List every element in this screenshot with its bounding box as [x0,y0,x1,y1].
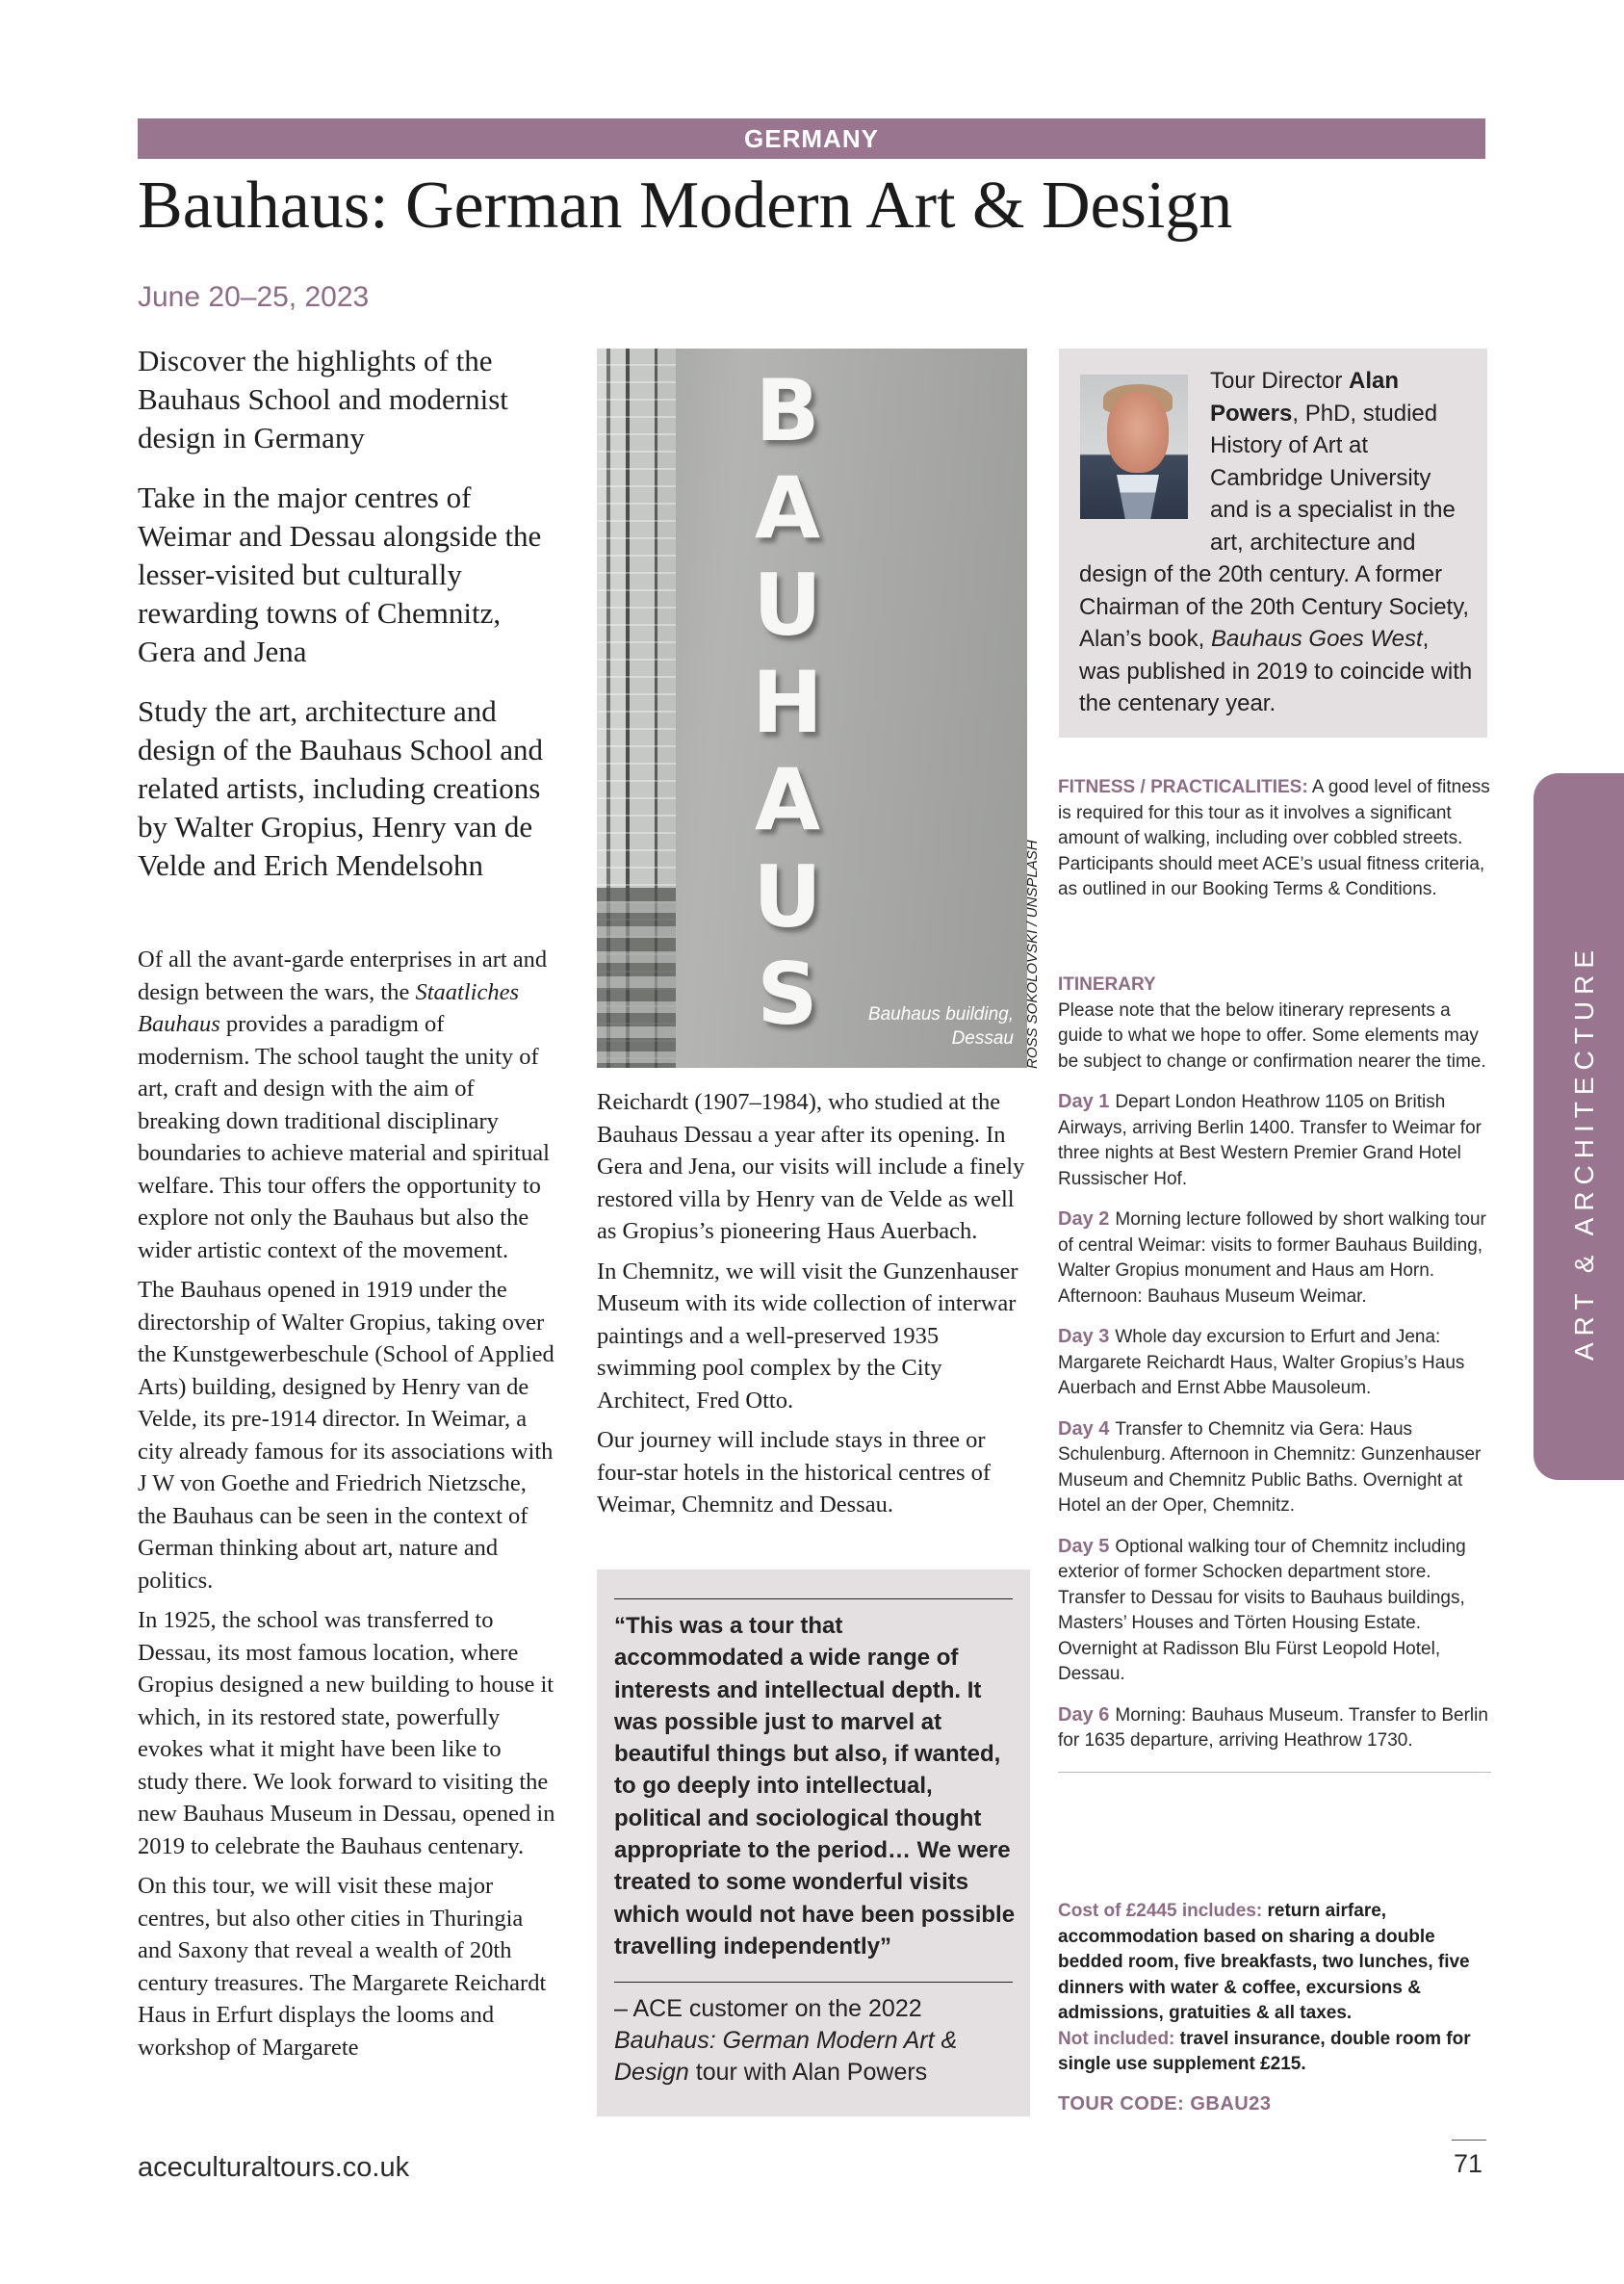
fitness-text: A good level of fitness is required for this tour as it involves a significant amount of walking, including over cobbled streets. Participants should meet ACE’s usual fitness criteria, as outlined in our Booking Terms & Conditions. [1058,777,1490,899]
sign-letter: S [757,945,818,1044]
photo-caption: Bauhaus building, Dessau [867,1004,1014,1049]
sign-letter: B [755,361,820,460]
director-name: Alan Powers [1210,368,1400,427]
body-paragraph: Reichardt (1907–1984), who studied at the Bauhaus Dessau a year after its opening. In Gera and Jena, our visits will include a finely restored villa by Henry van de Velde as well as Gropius’s pioneering Haus Auerbach. [597,1089,1025,1244]
intro-item: Take in the major centres of Weimar and Dessau alongside the lesser-visited but culturally rewarding towns of Chemnitz, Gera and Jena [138,480,542,668]
body-paragraph: Our journey will include stays in three or four-star hotels in the historical centres of Weimar, Chemnitz and Dessau. [597,1427,992,1518]
director-bio: Tour Director Alan Powers, PhD, studied History of Art at Cambridge University and is a specialist in the art, architecture and design of the 20th century. A former Chairman of the 20th Century Society, Alan’s book, Bauhaus Goes West, was published in 2019 to coincide with the centenary year. [1079,368,1473,716]
testimonial-quote: “This was a tour that accommodated a wide range of interests and intellectual depth. It was possible just to marvel at beautiful things but also, if wanted, to go deeply into intellectual, political and sociological thought appropriate to the period… We were treated to some wonderful visits which would not have been possible travelling independently” [614,1613,1016,1960]
fitness-heading: FITNESS / PRACTICALITIES: [1058,777,1308,797]
itinerary-note: Please note that the below itinerary represents a guide to what we hope to offer. Some elements may be subject to change or confirmation nearer the time. [1058,999,1486,1072]
body-paragraph: In 1925, the school was transferred to Dessau, its most famous location, where Gropius designed a new building to house it which, in its restored state, powerfully evokes what it might have been like to study there. We look forward to visiting the new Bauhaus Museum in Dessau, opened in 2019 to celebrate the Bauhaus centenary. [138,1607,555,1859]
sign-letter: U [753,556,822,655]
not-included-heading: Not included: [1058,2028,1175,2049]
testimonial-box [597,1570,1030,2116]
sign-letter: A [754,458,821,558]
cost-heading: Cost of £2445 includes: [1058,1901,1263,1921]
itinerary-heading: ITINERARY [1058,974,1156,995]
body-paragraph: In Chemnitz, we will visit the Gunzenhauser Museum with its wide collection of interwar paintings and a well-preserved 1935 swimming pool complex by the City Architect, Fred Otto. [597,1258,1018,1414]
sign-letter: U [753,847,822,947]
tour-code: TOUR CODE: GBAU23 [1058,2093,1272,2115]
book-title: Bauhaus Goes West [1210,626,1423,652]
intro-item: Discover the highlights of the Bauhaus School and modernist design in Germany [138,344,508,454]
itinerary-day: Day 2 Morning lecture followed by short walking tour of central Weimar: visits to former Bauhaus Building, Walter Gropius monument and Haus am Horn. Afternoon: Bauhaus Museum Weimar. [1058,1208,1486,1307]
stairwell-shadow [597,888,676,1068]
tour-director-box [1059,349,1487,738]
itinerary-day: Day 4 Transfer to Chemnitz via Gera: Haus Schulenburg. Afternoon in Chemnitz: Gunzenhauser Museum and Chemnitz Public Baths. Overnight at Hotel an der Oper, Chemnitz. [1058,1417,1482,1516]
itinerary-day: Day 1 Depart London Heathrow 1105 on British Airways, arriving Berlin 1400. Transfer to Weimar for three nights at Best Western Premier Grand Hotel Russischer Hof. [1058,1091,1482,1189]
sign-letter: A [754,750,821,849]
divider [614,1598,1013,1599]
region-banner: GERMANY [138,118,1485,159]
sign-letter: H [752,653,823,752]
itinerary-day: Day 3 Whole day excursion to Erfurt and Jena: Margarete Reichardt Haus, Walter Gropius’s Haus Auerbach and Ernst Abbe Mausoleum. [1058,1326,1465,1398]
itinerary-day: Day 6 Morning: Bauhaus Museum. Transfer to Berlin for 1635 departure, arriving Heathrow 1730. [1058,1703,1488,1751]
tour-dates: June 20–25, 2023 [138,281,370,313]
intro-item: Study the art, architecture and design of the Bauhaus School and related artists, including creations by Walter Gropius, Henry van de Velde and Erich Mendelsohn [138,694,544,882]
itinerary-section [1058,973,1491,1773]
section-tab [1534,773,1624,1480]
body-paragraph: The Bauhaus opened in 1919 under the directorship of Walter Gropius, taking over the Kunstgewerbeschule (School of Applied Arts) building, designed by Henry van de Velde, its pre-1914 director. In Weimar, a city already famous for its associations with J W von Goethe and Friedrich Nietzsche, the Bauhaus can be seen in the context of German thinking about art, nature and politics. [138,1277,554,1594]
divider [614,1982,1013,1983]
footer-website-link[interactable]: aceculturaltours.co.uk [138,2152,410,2183]
testimonial-attribution: – ACE customer on the 2022 Bauhaus: German Modern Art & Design tour with Alan Powers [614,1995,958,2086]
page-title: Bauhaus: German Modern Art & Design [138,169,1233,243]
fitness-section [1058,775,1491,903]
photo-credit: ROSS SOKOLOVSKI / UNSPLASH [1024,840,1041,1069]
itinerary-day: Day 5 Optional walking tour of Chemnitz including exterior of former Schocken department store. Transfer to Dessau for visits to Bauhaus buildings, Masters’ Houses and Törten Housing Estate. Overnight at Radisson Blu Fürst Leopold Hotel, Dessau. [1058,1535,1466,1684]
body-column-1 [138,944,556,2071]
divider [1058,1772,1491,1773]
body-paragraph: Of all the avant-garde enterprises in art and design between the wars, the Staatliches Bauhaus provides a paradigm of modernism. The school taught the unity of art, craft and design with the aim of breaking down traditional disciplinary boundaries to achieve material and spiritual welfare. This tour offers the opportunity to explore not only the Bauhaus but also the wider artistic context of the movement. [138,947,550,1263]
intro-highlights [138,342,561,906]
cost-section: Cost of £2445 includes: return airfare, accommodation based on sharing a double bedded room, five breakfasts, two lunches, five dinners with water & coffee, excursions & admissions, gratuities & all taxes. Not included: travel insurance, double room for single use supplement £215. [1058,1901,1471,2074]
bauhaus-building-photo [597,349,1027,1068]
body-column-2 [597,1086,1030,1529]
body-paragraph: On this tour, we will visit these major centres, but also other cities in Thuringia and Saxony that reveal a wealth of 20th century treasures. The Margarete Reichardt Haus in Erfurt displays the looms and workshop of Margarete [138,1873,547,2061]
bauhaus-sign [739,362,836,1043]
page-number: 71 [1454,2149,1483,2178]
section-tab-label: ART & ARCHITECTURE [1569,943,1599,1361]
divider [1452,2140,1486,2141]
